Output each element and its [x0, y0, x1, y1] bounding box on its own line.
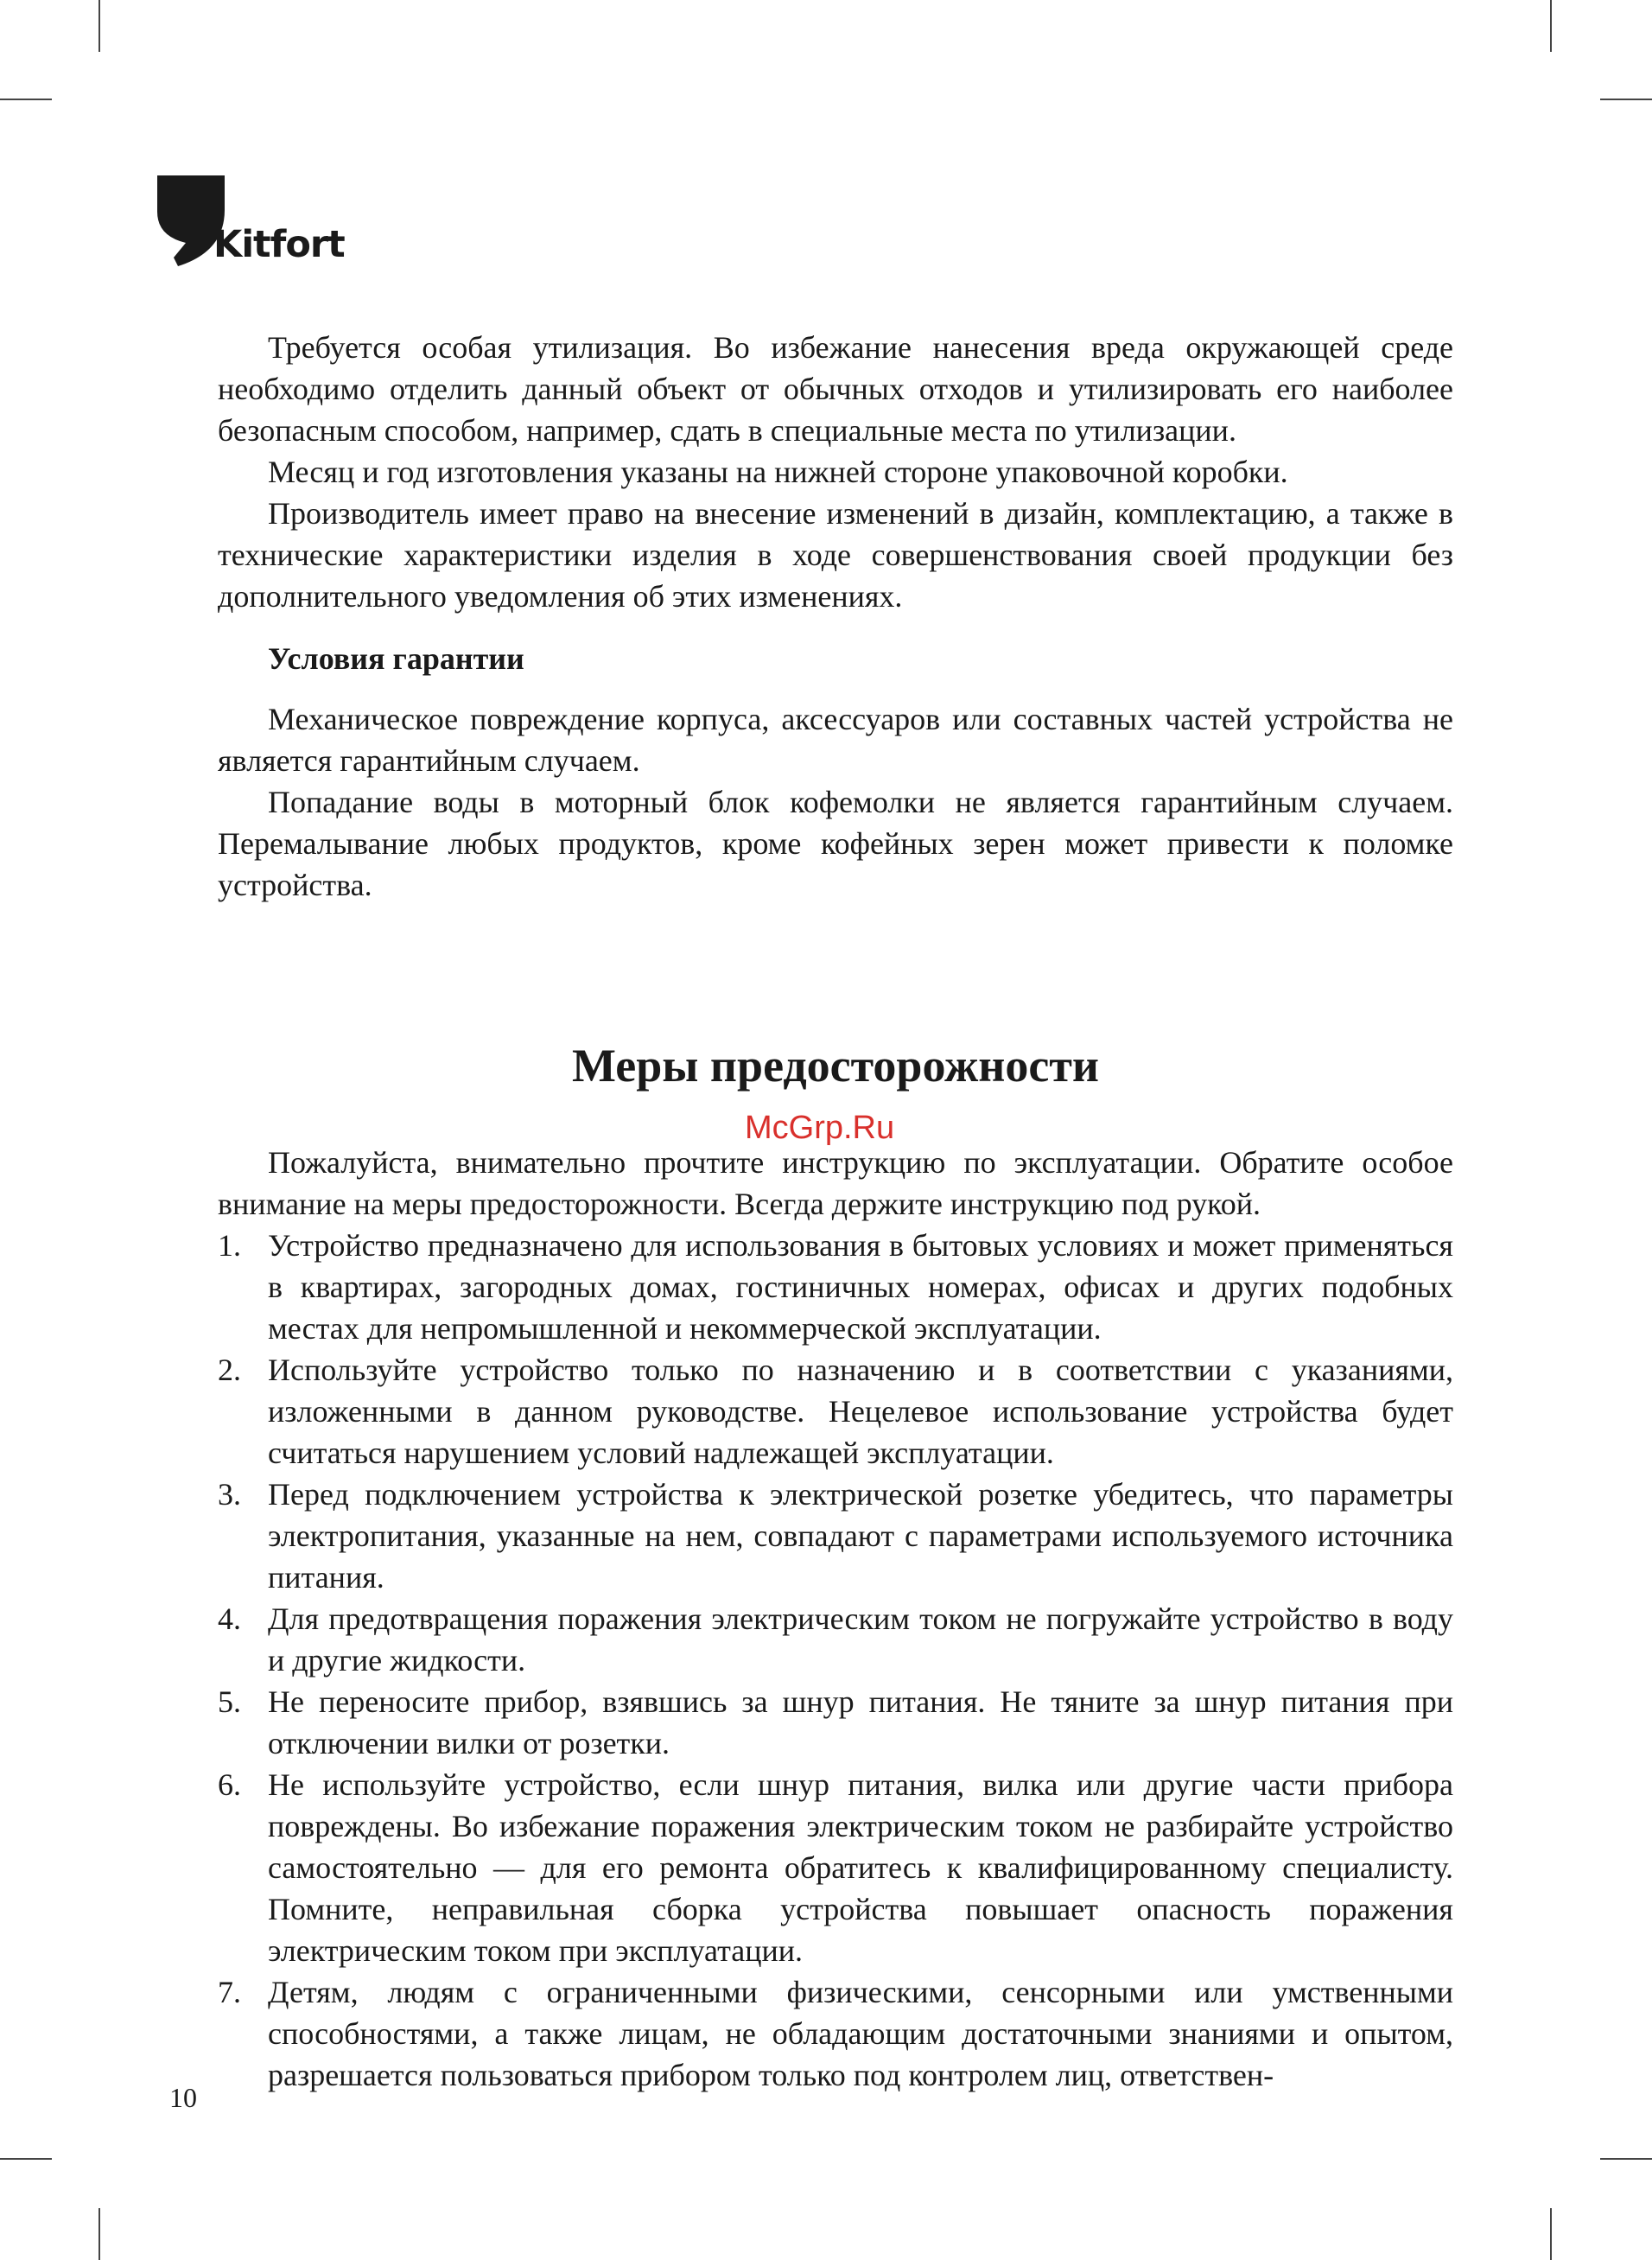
- watermark: McGrp.Ru: [745, 1110, 895, 1146]
- crop-mark: [1550, 0, 1552, 52]
- crop-mark: [0, 2158, 52, 2160]
- warranty-heading: Условия гарантии: [268, 641, 524, 676]
- paragraph: Попадание воды в моторный блок кофемолки не является гарантийным случаем. Перемалывание любых продуктов, кроме кофейных зерен может привести к поломке устройства.: [218, 785, 1453, 902]
- list-item: 3. Перед подключением устройства к электрической розетке убедитесь, что параметры электропитания, указанные на нем, совпадают с параметрами используемого источника питания.: [218, 1477, 1453, 1595]
- list-item: 2. Используйте устройство только по назначению и в соответствии с указаниями, изложенными в данном руководстве. Нецелевое использование устройства будет считаться нарушением условий надлежащей эксплуатации.: [218, 1353, 1453, 1470]
- paragraph: Требуется особая утилизация. Во избежание нанесения вреда окружающей среде необходимо отделить данный объект от обычных отходов и утилизировать его наиболее безопасным способом, например, сдать в специальные места по утилизации.: [218, 330, 1453, 448]
- crop-mark: [1600, 2158, 1652, 2160]
- crop-mark: [0, 99, 52, 100]
- page-content: [218, 327, 1453, 2096]
- list-item: 7. Детям, людям с ограниченными физическими, сенсорными или умственными способностями, а также лицам, не обладающим достаточными знаниями и опытом, разрешается пользоваться прибором только под контролем лиц, ответствен-: [218, 1975, 1453, 2092]
- crop-mark: [98, 0, 100, 52]
- list-item: 5. Не переносите прибор, взявшись за шнур питания. Не тяните за шнур питания при отключении вилки от розетки.: [218, 1684, 1453, 1760]
- precautions-list: [218, 1225, 1453, 2096]
- page-number: 10: [169, 2082, 197, 2113]
- crop-mark: [98, 2208, 100, 2260]
- intro-paragraph: Пожалуйста, внимательно прочтите инструкцию по эксплуатации. Обратите особое внимание на меры предосторожности. Всегда держите инструкцию под рукой.: [218, 1145, 1453, 1221]
- list-item: 1. Устройство предназначено для использования в бытовых условиях и может применяться в квартирах, загородных домах, гостиничных номерах, офисах и других подобных местах для непромышленной и некоммерческой эксплуатации.: [218, 1228, 1453, 1346]
- brand-name: Kitfort: [213, 223, 345, 266]
- paragraph: Механическое повреждение корпуса, аксессуаров или составных частей устройства не является гарантийным случаем.: [218, 702, 1453, 778]
- paragraph: Месяц и год изготовления указаны на нижней стороне упаковочной коробки.: [268, 455, 1288, 489]
- list-item: 4. Для предотвращения поражения электрическим током не погружайте устройство в воду и другие жидкости.: [218, 1601, 1453, 1677]
- list-item: 6. Не используйте устройство, если шнур питания, вилка или другие части прибора повреждены. Во избежание поражения электрическим током не разбирайте устройство самостоятельно — для его ремонта обратитесь к квалифицированному специалисту. Помните, неправильная сборка устройства повышает опасность поражения электрическим током при эксплуатации.: [218, 1767, 1453, 1968]
- paragraph: Производитель имеет право на внесение изменений в дизайн, комплектацию, а также в технические характеристики изделия в ходе совершенствования своей продукции без дополнительного уведомления об этих изменениях.: [218, 496, 1453, 614]
- section-title: Меры предосторожности: [572, 1040, 1099, 1092]
- crop-mark: [1550, 2208, 1552, 2260]
- crop-mark: [1600, 99, 1652, 100]
